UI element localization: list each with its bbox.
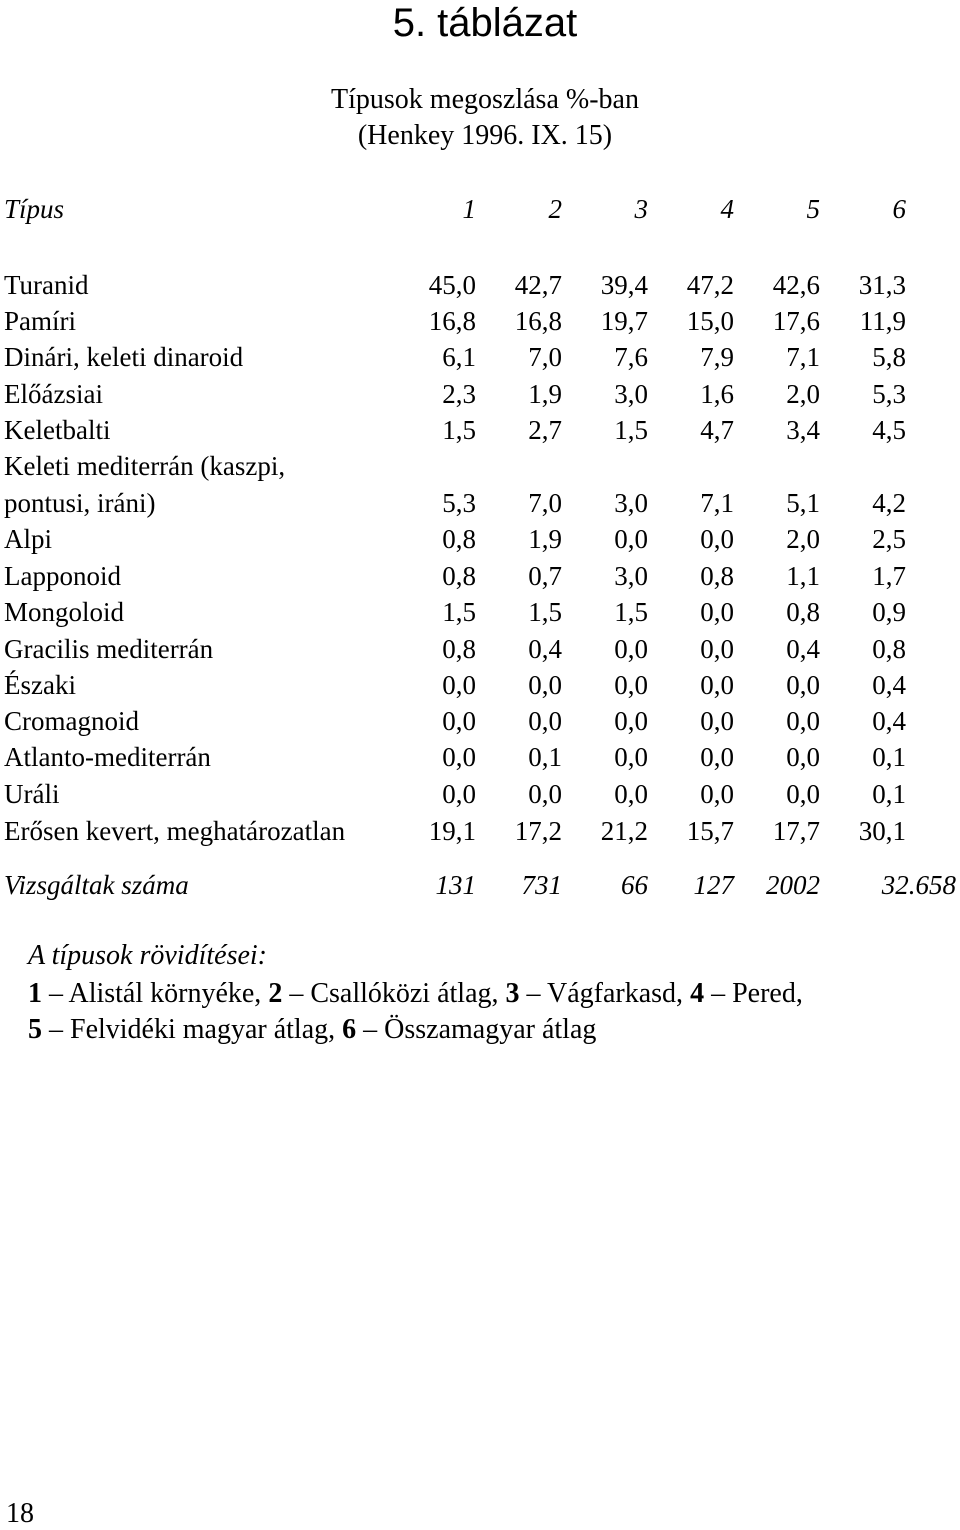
table-row [0, 523, 960, 555]
table-cell: 0,8 [442, 634, 476, 664]
table-cell: 5,8 [872, 342, 906, 372]
table-cell: 0,8 [872, 634, 906, 664]
table-cell: 4,2 [872, 488, 906, 518]
table-cell: 0,0 [442, 742, 476, 772]
table-cell: 0,0 [786, 706, 820, 736]
table-cell: 0,0 [528, 706, 562, 736]
count-label: Vizsgáltak száma [4, 870, 189, 900]
abbr-text: Felvidéki magyar átlag, [70, 1014, 336, 1045]
table-cell: 21,2 [600, 816, 648, 846]
row-label: Uráli [4, 779, 60, 809]
table-row [0, 414, 960, 446]
table-cell: 0,0 [614, 779, 648, 809]
abbr-text: Pered, [732, 978, 803, 1009]
table-title: 5. táblázat [392, 1, 578, 45]
table-cell: 7,0 [528, 342, 562, 372]
count-cell: 127 [693, 870, 734, 900]
column-header: 2 [548, 194, 562, 224]
count-cell: 2002 [766, 870, 820, 900]
table-cell: 7,6 [614, 342, 648, 372]
abbreviations-title: A típusok rövidítései: [28, 940, 267, 971]
table-cell: 17,7 [772, 816, 820, 846]
table-cell: 17,2 [514, 816, 562, 846]
abbr-number: 6 [342, 1014, 357, 1045]
table-header-row [0, 193, 960, 225]
table-cell: 39,4 [600, 270, 648, 300]
table-row [0, 269, 960, 301]
table-cell: 7,1 [700, 488, 734, 518]
table-cell: 2,7 [528, 415, 562, 445]
table-cell: 30,1 [858, 816, 906, 846]
count-cell: 731 [521, 870, 562, 900]
row-label: Pamíri [4, 306, 76, 336]
abbr-number: 5 [28, 1014, 42, 1045]
table-cell: 7,0 [528, 488, 562, 518]
table-cell: 0,0 [700, 706, 734, 736]
table-cell: 5,1 [786, 488, 820, 518]
table-cell: 0,1 [872, 779, 906, 809]
table-cell: 0,0 [614, 634, 648, 664]
table-subtitle: Típusok megoszlása %-ban [331, 84, 639, 115]
table-row [0, 305, 960, 337]
table-cell: 16,8 [428, 306, 476, 336]
table-row [0, 741, 960, 773]
table-row [0, 778, 960, 810]
table-cell: 1,5 [614, 415, 648, 445]
count-cell: 32.658 [881, 870, 956, 900]
table-cell: 0,1 [528, 742, 562, 772]
table-cell: 0,4 [786, 634, 820, 664]
table-cell: 0,0 [442, 779, 476, 809]
table-row [0, 669, 960, 701]
row-label: Dinári, keleti dinaroid [4, 342, 244, 372]
table-cell: 42,7 [514, 270, 562, 300]
table-cell: 0,7 [528, 561, 562, 591]
count-cell: 131 [435, 870, 476, 900]
table-row [0, 341, 960, 373]
count-cell: 66 [621, 870, 648, 900]
table-cell: 0,8 [700, 561, 734, 591]
table-cell: 19,7 [600, 306, 648, 336]
column-header: 6 [892, 194, 906, 224]
table-cell: 1,1 [786, 561, 820, 591]
column-header: 4 [720, 194, 734, 224]
header-label: Típus [4, 194, 65, 224]
table-cell: 2,5 [872, 524, 906, 554]
table-cell: 7,9 [700, 342, 734, 372]
abbr-number: 4 [690, 978, 705, 1009]
table-cell: 0,8 [442, 524, 476, 554]
column-header: 1 [462, 194, 476, 224]
row-label: Északi [4, 670, 76, 700]
abbr-text: Vágfarkasd, [547, 978, 684, 1009]
abbr-text: Összamagyar átlag [384, 1014, 597, 1045]
row-label: Mongoloid [4, 597, 125, 627]
table-source: (Henkey 1996. IX. 15) [357, 120, 613, 151]
abbr-number: 2 [268, 978, 283, 1009]
table-row [0, 378, 960, 410]
count-row [0, 869, 960, 901]
table-cell: 1,9 [528, 524, 562, 554]
table-cell: 0,0 [700, 634, 734, 664]
table-row-label-continuation [0, 450, 960, 482]
table-row [0, 815, 960, 847]
table-row [0, 633, 960, 665]
table-cell: 0,1 [872, 742, 906, 772]
table-cell: 45,0 [428, 270, 476, 300]
page-number: 18 [6, 1498, 34, 1529]
table-cell: 0,0 [442, 706, 476, 736]
table-cell: 1,5 [442, 597, 476, 627]
table-cell: 16,8 [514, 306, 562, 336]
row-label: Atlanto-mediterrán [4, 742, 211, 772]
table-cell: 3,0 [614, 488, 648, 518]
abbr-text: Alistál környéke, [68, 978, 262, 1009]
table-cell: 0,0 [700, 779, 734, 809]
table-cell: 4,5 [872, 415, 906, 445]
table-cell: 0,0 [614, 670, 648, 700]
abbreviations-line: 5 – Felvidéki magyar átlag, 6 – Összamagyar átlag [28, 1014, 597, 1045]
table-row [0, 705, 960, 737]
table-row [0, 596, 960, 628]
table-cell: 0,8 [786, 597, 820, 627]
table-cell: 5,3 [442, 488, 476, 518]
table-cell: 0,4 [872, 706, 906, 736]
table-cell: 0,0 [700, 670, 734, 700]
table-cell: 0,4 [872, 670, 906, 700]
table-cell: 0,8 [442, 561, 476, 591]
table-cell: 0,0 [786, 742, 820, 772]
table-cell: 0,9 [872, 597, 906, 627]
table-cell: 0,0 [786, 670, 820, 700]
table-cell: 1,5 [528, 597, 562, 627]
table-cell: 0,0 [786, 779, 820, 809]
table-cell: 3,0 [614, 379, 648, 409]
table-cell: 7,1 [786, 342, 820, 372]
row-label: Turanid [4, 270, 89, 300]
table-cell: 17,6 [772, 306, 820, 336]
abbr-text: Csallóközi átlag, [310, 978, 499, 1009]
table-cell: 1,7 [872, 561, 906, 591]
table-cell: 1,6 [700, 379, 734, 409]
column-header: 3 [634, 194, 648, 224]
table-cell: 0,0 [528, 779, 562, 809]
table-cell: 3,4 [786, 415, 820, 445]
table-cell: 0,0 [528, 670, 562, 700]
table-cell: 0,0 [442, 670, 476, 700]
table-cell: 1,9 [528, 379, 562, 409]
row-label: Erősen kevert, meghatározatlan [4, 816, 346, 846]
table-cell: 0,0 [700, 597, 734, 627]
abbr-number: 1 [28, 978, 42, 1009]
row-label: Alpi [4, 524, 53, 554]
table-cell: 0,0 [614, 706, 648, 736]
row-label: Gracilis mediterrán [4, 634, 214, 664]
table-cell: 2,0 [786, 524, 820, 554]
table-cell: 47,2 [686, 270, 734, 300]
row-label: Cromagnoid [4, 706, 139, 736]
abbr-number: 3 [505, 978, 520, 1009]
table-cell: 31,3 [858, 270, 906, 300]
table-cell: 2,3 [442, 379, 476, 409]
table-row [0, 487, 960, 519]
table-cell: 2,0 [786, 379, 820, 409]
table-cell: 6,1 [442, 342, 476, 372]
row-label: Keleti mediterrán (kaszpi, [4, 451, 286, 481]
table-cell: 0,0 [614, 524, 648, 554]
row-label: pontusi, iráni) [4, 488, 156, 518]
row-label: Keletbalti [4, 415, 111, 445]
table-cell: 1,5 [614, 597, 648, 627]
table-cell: 0,0 [614, 742, 648, 772]
row-label: Előázsiai [4, 379, 103, 409]
table-cell: 4,7 [700, 415, 734, 445]
table-cell: 0,4 [528, 634, 562, 664]
abbreviations-line: 1 – Alistál környéke, 2 – Csallóközi átlag, 3 – Vágfarkasd, 4 – Pered, [28, 978, 803, 1009]
table-cell: 15,0 [686, 306, 734, 336]
table-cell: 19,1 [428, 816, 476, 846]
row-label: Lapponoid [4, 561, 121, 591]
table-cell: 3,0 [614, 561, 648, 591]
column-header: 5 [806, 194, 820, 224]
table-cell: 0,0 [700, 524, 734, 554]
table-cell: 0,0 [700, 742, 734, 772]
table-cell: 15,7 [686, 816, 734, 846]
table-cell: 5,3 [872, 379, 906, 409]
table-row [0, 560, 960, 592]
table-cell: 11,9 [859, 306, 906, 336]
table-cell: 42,6 [772, 270, 820, 300]
table-cell: 1,5 [442, 415, 476, 445]
